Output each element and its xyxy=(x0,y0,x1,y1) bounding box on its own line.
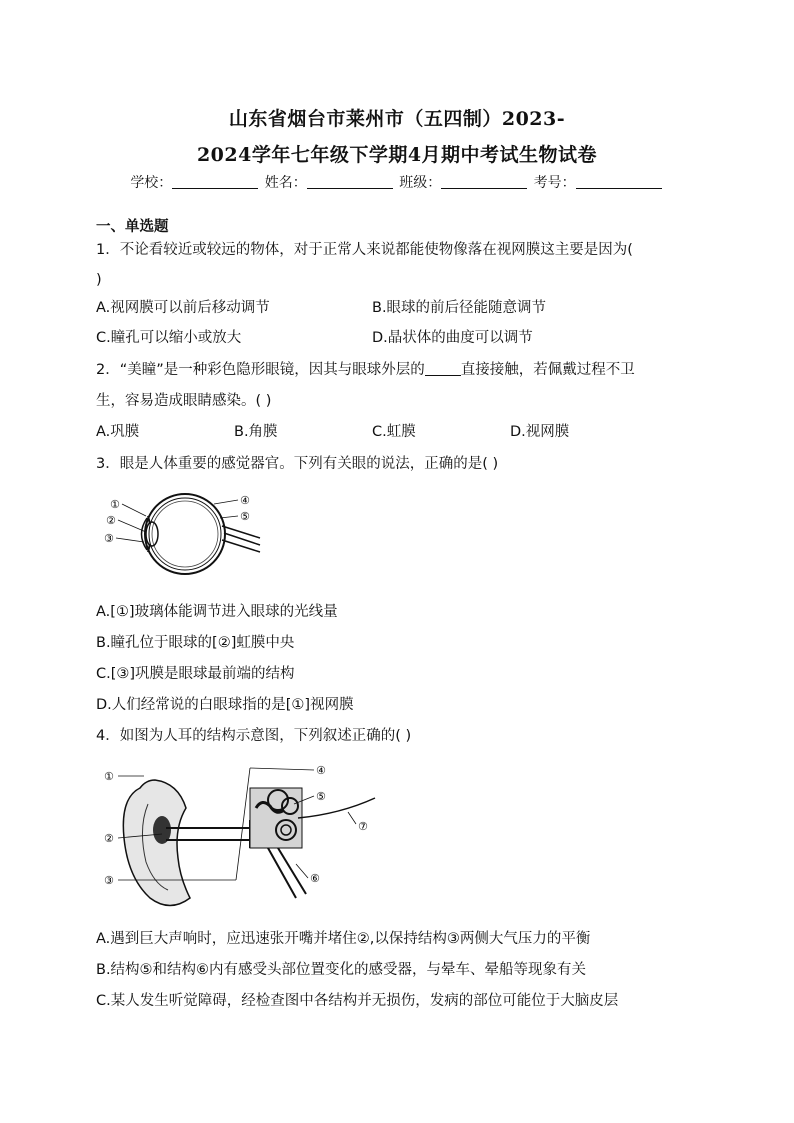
section-title: 一、单选题 xyxy=(96,219,169,235)
ear-label-2: ② xyxy=(104,832,114,845)
eye-label-5: ⑤ xyxy=(240,510,250,523)
q1-stem-line1: 1．不论看较近或较远的物体，对于正常人来说都能使物像落在视网膜这主要是因为( xyxy=(96,242,633,258)
student-info-row xyxy=(0,172,794,192)
q2-stem-line2: 生，容易造成眼睛感染。( ) xyxy=(96,393,272,409)
q3-option-b[interactable]: B.瞳孔位于眼球的[②]虹膜中央 xyxy=(96,635,295,651)
eye-label-1: ① xyxy=(110,498,120,511)
q1-stem-line2: ) xyxy=(96,272,102,288)
q4-option-c[interactable]: C.某人发生听觉障碍，经检查图中各结构并无损伤，发病的部位可能位于大脑皮层 xyxy=(96,993,619,1009)
class-label: 班级： xyxy=(399,175,442,191)
exam-no-label: 考号： xyxy=(533,175,576,191)
q2-option-b[interactable]: B.角膜 xyxy=(234,424,278,440)
q2-stem-part1: 2．“美瞳”是一种彩色隐形眼镜，因其与眼球外层的 xyxy=(96,362,425,378)
q2-stem-part2: 直接接触，若佩戴过程不卫 xyxy=(460,362,635,378)
eye-label-3: ③ xyxy=(104,532,114,545)
name-blank[interactable] xyxy=(307,176,393,189)
q1-option-c[interactable]: C.瞳孔可以缩小或放大 xyxy=(96,330,242,346)
class-blank[interactable] xyxy=(441,176,527,189)
exam-title-line1: 山东省烟台市莱州市（五四制）2023- xyxy=(228,108,566,130)
ear-label-7: ⑦ xyxy=(358,820,368,833)
eye-diagram xyxy=(100,488,270,578)
ear-label-4: ④ xyxy=(316,764,326,777)
ear-label-5: ⑤ xyxy=(316,790,326,803)
school-label: 学校： xyxy=(130,175,173,191)
q2-option-d[interactable]: D.视网膜 xyxy=(510,424,570,440)
q4-stem: 4．如图为人耳的结构示意图，下列叙述正确的( ) xyxy=(96,728,412,744)
eye-label-4: ④ xyxy=(240,494,250,507)
q3-option-c[interactable]: C.[③]巩膜是眼球最前端的结构 xyxy=(96,666,295,682)
exam-no-blank[interactable] xyxy=(576,176,662,189)
q4-option-a[interactable]: A.遇到巨大声响时，应迅速张开嘴并堵住②,以保持结构③两侧大气压力的平衡 xyxy=(96,931,591,947)
q3-option-a[interactable]: A.[①]玻璃体能调节进入眼球的光线量 xyxy=(96,604,338,620)
q2-answer-blank[interactable] xyxy=(425,361,461,376)
q2-stem-line1 xyxy=(96,360,706,380)
ear-label-6: ⑥ xyxy=(310,872,320,885)
school-blank[interactable] xyxy=(172,176,258,189)
ear-diagram xyxy=(100,758,385,918)
ear-label-1: ① xyxy=(104,770,114,783)
ear-label-3: ③ xyxy=(104,874,114,887)
q1-option-b[interactable]: B.眼球的前后径能随意调节 xyxy=(372,300,547,316)
q3-option-d[interactable]: D.人们经常说的白眼球指的是[①]视网膜 xyxy=(96,697,354,713)
exam-title-line2: 2024学年七年级下学期4月期中考试生物试卷 xyxy=(196,144,598,166)
q2-option-c[interactable]: C.虹膜 xyxy=(372,424,416,440)
q4-option-b[interactable]: B.结构⑤和结构⑥内有感受头部位置变化的感受器，与晕车、晕船等现象有关 xyxy=(96,962,587,978)
eye-label-2: ② xyxy=(106,514,116,527)
q3-stem: 3．眼是人体重要的感觉器官。下列有关眼的说法，正确的是( ) xyxy=(96,456,499,472)
q1-option-a[interactable]: A.视网膜可以前后移动调节 xyxy=(96,300,270,316)
q2-option-a[interactable]: A.巩膜 xyxy=(96,424,140,440)
name-label: 姓名： xyxy=(264,175,307,191)
q1-option-d[interactable]: D.晶状体的曲度可以调节 xyxy=(372,330,533,346)
